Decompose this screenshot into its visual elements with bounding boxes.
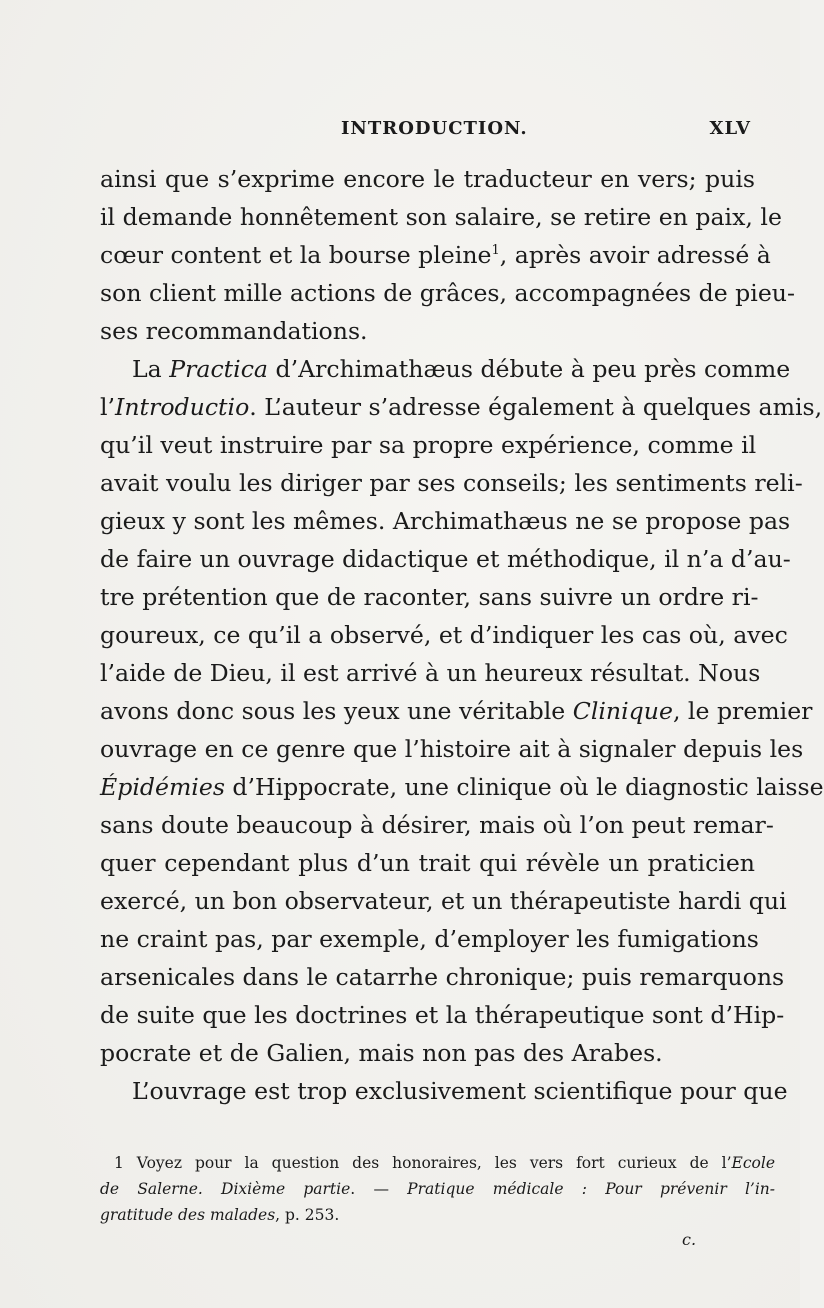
text-line: ainsi que s’exprime encore le traducteur en vers; puis [100, 165, 755, 193]
running-header [100, 118, 755, 142]
text-line: son client mille actions de grâces, accompagnées de pieu- [100, 279, 795, 307]
text-line: arsenicales dans le catarrhe chronique; puis remarquons [100, 963, 785, 991]
text-line: de faire un ouvrage didactique et méthodique, il n’a d’au- [100, 545, 791, 573]
text-line: sans doute beaucoup à désirer, mais où l’on peut remar- [100, 811, 774, 839]
footnote-line: 1 Voyez pour la question des honoraires, les vers fort curieux de l’Ecole [114, 1154, 775, 1172]
signature-mark: c. [682, 1230, 697, 1249]
text-line: qu’il veut instruire par sa propre expérience, comme il [100, 431, 757, 459]
page-number: XLV [709, 118, 751, 139]
text-line: ses recommandations. [100, 317, 368, 345]
paragraph-start: L’ouvrage est trop exclusivement scientifique pour que [132, 1077, 788, 1105]
footnote [100, 1150, 775, 1228]
text-line: cœur content et la bourse pleine$^1$, après avoir adressé à [100, 241, 771, 269]
text-line: l’aide de Dieu, il est arrivé à un heureux résultat. Nous [100, 659, 761, 687]
text-line: avait voulu les diriger par ses conseils; les sentiments reli- [100, 469, 803, 497]
footnote-line: de Salerne. Dixième partie. — Pratique médicale : Pour prévenir l’in- [100, 1180, 776, 1198]
text-line: gieux y sont les mêmes. Archimathæus ne se propose pas [100, 507, 791, 535]
running-title: INTRODUCTION. [341, 118, 528, 139]
text-line: pocrate et de Galien, mais non pas des Arabes. [100, 1039, 663, 1067]
text-line: l’Introductio. L’auteur s’adresse également à quelques amis, [100, 393, 823, 421]
footnote-marker: 1 [491, 243, 500, 258]
text-line: goureux, ce qu’il a observé, et d’indiquer les cas où, avec [100, 621, 788, 649]
text-line: avons donc sous les yeux une véritable Clinique, le premier [100, 697, 813, 725]
text-line: ne craint pas, par exemple, d’employer les fumigations [100, 925, 759, 953]
text-line: quer cependant plus d’un trait qui révèle un praticien [100, 849, 755, 877]
text-line: ouvrage en ce genre que l’histoire ait à signaler depuis les [100, 735, 804, 763]
text-line: il demande honnêtement son salaire, se retire en paix, le [100, 203, 782, 231]
main-text [100, 160, 824, 1110]
text-line: tre prétention que de raconter, sans suivre un ordre ri- [100, 583, 759, 611]
footnote-line: gratitude des malades, p. 253. [100, 1206, 340, 1224]
text-line: de suite que les doctrines et la thérapeutique sont d’Hip- [100, 1001, 785, 1029]
text-line: exercé, un bon observateur, et un thérapeutiste hardi qui [100, 887, 787, 915]
text-line: Épidémies d’Hippocrate, une clinique où le diagnostic laisse [100, 773, 824, 801]
paragraph-start: La Practica d’Archimathæus débute à peu près comme [132, 355, 791, 383]
